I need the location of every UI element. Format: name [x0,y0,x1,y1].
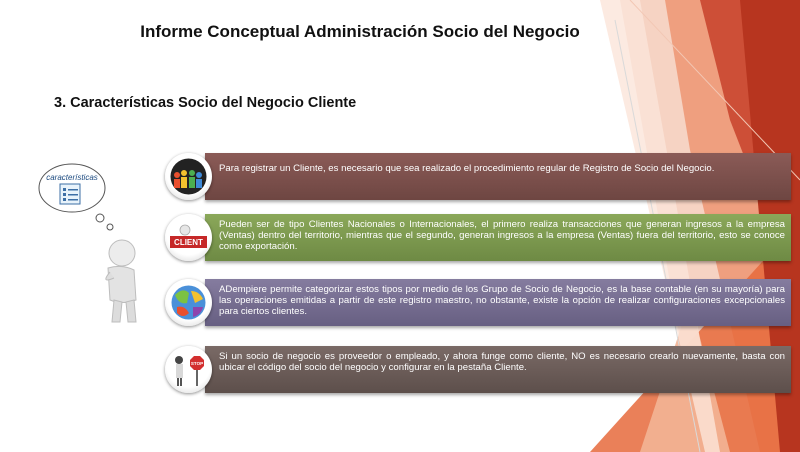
stop-sign-icon [165,346,212,393]
item-text: Para registrar un Cliente, es necesario que sea realizado el procedimiento regular de Registro de Socio del Negocio. [219,163,715,174]
info-bar [205,153,791,200]
people-group-icon [165,153,212,200]
section-heading: 3. Características Socio del Negocio Cliente [54,95,357,111]
puzzle-world-icon [165,279,212,326]
info-bar [205,279,791,326]
stop-label: STOP [190,361,204,366]
item-text: ADempiere permite categorizar estos tipos por medio de los Grupo de Socio de Negocio, es la base contable (en su mayoría) para las operaciones emitidas a partir de este registro maestro, no obstante, existe la opción de realizar configuraciones excepcionales para ciertos clientes. [219,284,785,317]
item-text: Pueden ser de tipo Clientes Nacionales o Internacionales, el primero realiza transacciones que generan ingresos a la empresa (Ventas) dentro del territorio, mientras que el segundo, generan ingresos a la empresa (Ventas) fuera del territorio, esto se conoce como exportación. [219,219,785,252]
client-label: CLIENT [174,238,203,247]
bubble-label: características [46,173,98,182]
slide-title: Informe Conceptual Administración Socio del Negocio [140,22,580,41]
item-text: Si un socio de negocio es proveedor o empleado, y ahora funge como cliente, NO es necesario crearlo nuevamente, basta con ubicar el código del socio del negocio y configurar en la pestaña Cliente. [219,351,785,373]
info-bar [205,346,791,393]
info-bar [205,214,791,261]
thinking-person-illustration [30,160,160,325]
client-icon [165,214,212,261]
